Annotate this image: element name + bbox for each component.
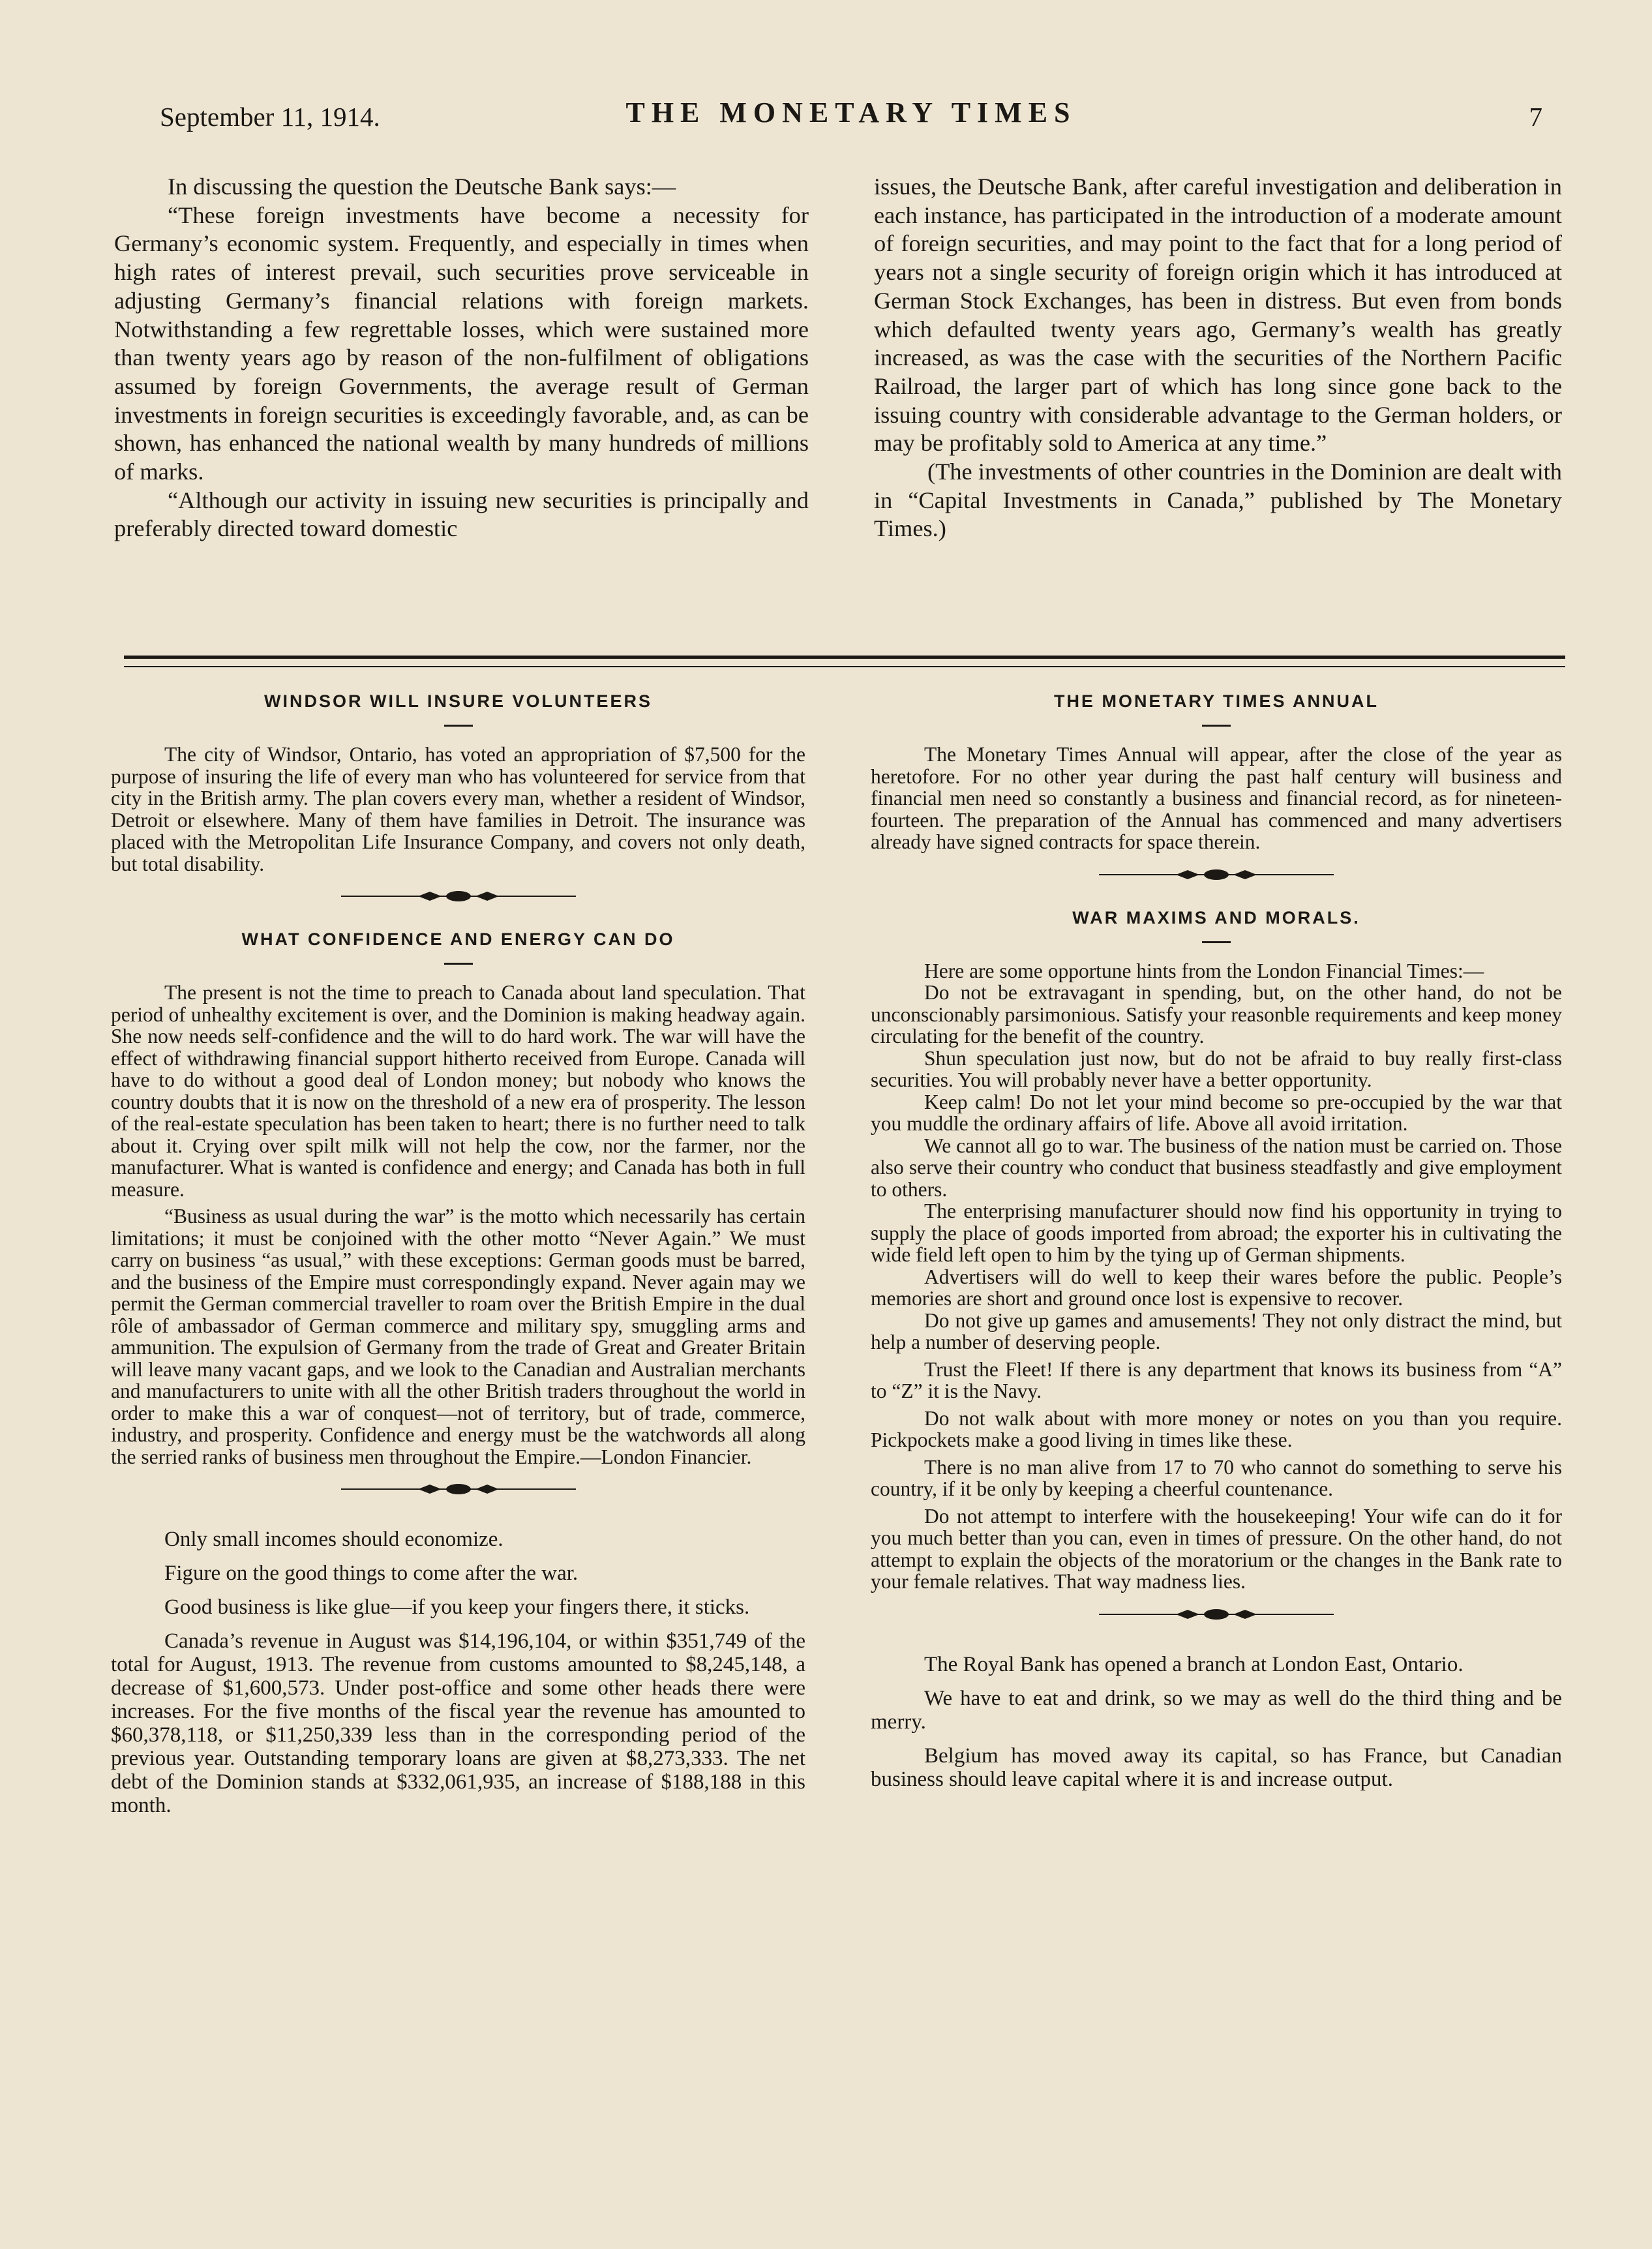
note-paragraph: Only small incomes should economize. bbox=[164, 1528, 503, 1551]
note-paragraph: Figure on the good things to come after the war. bbox=[164, 1562, 578, 1585]
confidence-heading: WHAT CONFIDENCE AND ENERGY CAN DO bbox=[241, 929, 675, 949]
article-paragraph: Do not be extravagant in spending, but, on the other hand, do not be unconscionably parsimonious. Satisfy your reasonble requirements and keep money circulating for the benefit of the country. bbox=[871, 981, 1562, 1048]
heading-underline bbox=[444, 963, 473, 965]
lower-right-column bbox=[871, 691, 1562, 1791]
article-paragraph: “Business as usual during the war” is the motto which necessarily has certain limitations; it must be conjoined with the other motto “Never Again.” We must carry on business “as usual,” with these exceptions: German goods must be barred, and the business of the Empire must correspondingly expand. Never again may we permit the German commercial traveller to roam over the British Empire in the dual rôle of ambassador of German commerce and military spy, smuggling arms and ammunition. The expulsion of Germany from the trade of Great and Greater Britain will leave many vacant gaps, and we look to the Canadian and Australian merchants and manufacturers to unite with all the other British traders throughout the world in order to make this a war of conquest—not of territory, but of trade, commerce, industry, and prosperity. Confidence and energy must be the watchwords all along the serried ranks of business men throughout the Empire.—London Financier. bbox=[111, 1205, 805, 1468]
left-notes bbox=[111, 1528, 805, 1817]
article-paragraph: We cannot all go to war. The business of the nation must be carried on. Those also serve their country who conduct that business steadfastly and give employment to others. bbox=[871, 1134, 1562, 1201]
note-paragraph: The Royal Bank has opened a branch at London East, Ontario. bbox=[924, 1652, 1464, 1676]
lead-paragraph: In discussing the question the Deutsche Bank says:— bbox=[168, 174, 676, 200]
confidence-article bbox=[111, 982, 805, 1468]
ornament-divider bbox=[341, 889, 576, 903]
article-paragraph: The present is not the time to preach to Canada about land speculation. That period of unhealthy excitement is over, and the Dominion is making headway again. She now needs self-confidence and the will to do hard work. The war will have the effect of withdrawing financial support hitherto received from Europe. Canada will have to do without a good deal of London money; but nobody who knows the country doubts that it is now on the threshold of a new era of prosperity. The lesson of the real-estate speculation has been taken to heart; there is no further need to talk about it. Crying over spilt milk will not help the cow, nor the farmer, nor the manufacturer. What is wanted is confidence and energy; and Canada has both in full measure. bbox=[111, 981, 805, 1201]
annual-article bbox=[871, 744, 1562, 853]
article-paragraph: There is no man alive from 17 to 70 who cannot do something to serve his country, if it be only by keeping a cheerful countenance. bbox=[871, 1455, 1562, 1500]
page-number: 7 bbox=[1529, 102, 1542, 132]
lead-article-right-column bbox=[874, 173, 1562, 543]
article-paragraph: Advertisers will do well to keep their wares before the public. People’s memories are short and ground once lost is expensive to recover. bbox=[871, 1265, 1562, 1310]
lower-left-column bbox=[111, 691, 805, 1817]
note-paragraph: We have to eat and drink, so we may as well do the third thing and be merry. bbox=[871, 1686, 1562, 1734]
article-paragraph: Do not attempt to interfere with the housekeeping! Your wife can do it for you much better than you can, even in times of pressure. On the other hand, do not attempt to explain the objects of the moratorium or the changes in the Bank rate to your female relatives. That way madness lies. bbox=[871, 1504, 1562, 1593]
heading-underline bbox=[444, 725, 473, 727]
right-notes bbox=[871, 1653, 1562, 1791]
lead-paragraph: (The investments of other countries in the Dominion are dealt with in “Capital Investments in Canada,” published by The Monetary Times.) bbox=[874, 459, 1562, 542]
heading-underline bbox=[1202, 725, 1231, 727]
section-divider-thin bbox=[124, 666, 1565, 667]
running-header bbox=[160, 95, 1542, 140]
issue-date: September 11, 1914. bbox=[160, 102, 380, 132]
maxims-article bbox=[871, 960, 1562, 1593]
ornament-divider bbox=[341, 1482, 576, 1496]
article-paragraph: The city of Windsor, Ontario, has voted an appropriation of $7,500 for the purpose of insuring the life of every man who has volunteered for service from that city in the British army. The plan covers every man, whether a resident of Windsor, Detroit or elsewhere. Many of them have families in Detroit. The insurance was placed with the Metropolitan Life Insurance Company, and covers not only death, but total disability. bbox=[111, 743, 805, 875]
maxims-heading: WAR MAXIMS AND MORALS. bbox=[1072, 907, 1360, 928]
note-paragraph: Belgium has moved away its capital, so has France, but Canadian business should leave capital where it is and increase output. bbox=[871, 1743, 1562, 1791]
publication-title: THE MONETARY TIMES bbox=[625, 97, 1077, 128]
article-paragraph: The Monetary Times Annual will appear, after the close of the year as heretofore. For no other year during the past half century will business and financial men need so constantly a business and financial record, as for nineteen-fourteen. The preparation of the Annual has commenced and many advertisers already have signed contracts for space therein. bbox=[871, 743, 1562, 853]
lead-paragraph: “Although our activity in issuing new securities is principally and preferably directed toward domestic bbox=[114, 487, 809, 542]
article-paragraph: The enterprising manufacturer should now find his opportunity in trying to supply the place of goods imported from abroad; the exporter his in cultivating the wide field left open to him by the tying up of German shipments. bbox=[871, 1200, 1562, 1266]
windsor-heading: WINDSOR WILL INSURE VOLUNTEERS bbox=[263, 691, 652, 711]
note-paragraph: Canada’s revenue in August was $14,196,104, or within $351,749 of the total for August, 1913. The revenue from customs amounted to $8,245,148, a decrease of $1,600,573. Under post-office and some other heads there were increases. For the five months of the fiscal year the revenue has amounted to $60,378,118, or $11,250,339 less than in the corresponding period of the previous year. Outstanding temporary loans are given at $8,273,333. The net debt of the Dominion stands at $332,061,935, an increase of $188,188 in this month. bbox=[111, 1629, 805, 1817]
lead-paragraph: issues, the Deutsche Bank, after careful investigation and deliberation in each instance, has participated in the introduction of a moderate amount of foreign securities, and may point to the fact that for a long period of years not a single security of foreign origin which it has introduced at German Stock Exchanges, has been in distress. But even from bonds which defaulted twenty years ago, Germany’s wealth has greatly increased, as was the case with the securities of the Northern Pacific Railroad, the larger part of which has long since gone back to the issuing country with considerable advantage to the German holders, or may be profitably sold to America at any time.” bbox=[874, 174, 1562, 457]
ornament-divider bbox=[1099, 1607, 1334, 1622]
windsor-article bbox=[111, 744, 805, 875]
lead-paragraph: “These foreign investments have become a necessity for Germany’s economic system. Frequently, and especially in times when high rates of interest prevail, such securities prove serviceable in adjusting Germany’s financial relations with foreign markets. Notwithstanding a few regrettable losses, which were sustained more than twenty years ago by reason of the non-fulfilment of obligations assumed by foreign Governments, the average result of German investments in foreign securities is exceedingly favorable, and, as can be shown, has enhanced the national wealth by many hundreds of millions of marks. bbox=[114, 202, 809, 485]
lead-article-left-column bbox=[114, 173, 809, 543]
heading-underline bbox=[1202, 941, 1231, 943]
annual-heading: THE MONETARY TIMES ANNUAL bbox=[1054, 691, 1379, 711]
ornament-divider bbox=[1099, 868, 1334, 882]
article-paragraph: Trust the Fleet! If there is any department that knows its business from “A” to “Z” it is the Navy. bbox=[871, 1357, 1562, 1402]
article-paragraph: Shun speculation just now, but do not be afraid to buy really first-class securities. You will probably never have a better opportunity. bbox=[871, 1046, 1562, 1091]
section-divider-thick bbox=[124, 656, 1565, 659]
note-paragraph: Good business is like glue—if you keep your fingers there, it sticks. bbox=[164, 1595, 750, 1619]
article-paragraph: Here are some opportune hints from the London Financial Times:— bbox=[924, 959, 1484, 982]
article-paragraph: Do not walk about with more money or notes on you than you require. Pickpockets make a good living in times like these. bbox=[871, 1406, 1562, 1451]
article-paragraph: Do not give up games and amusements! They not only distract the mind, but help a number of deserving people. bbox=[871, 1308, 1562, 1353]
article-paragraph: Keep calm! Do not let your mind become so pre-occupied by the war that you muddle the ordinary affairs of life. Above all avoid irritation. bbox=[871, 1090, 1562, 1135]
